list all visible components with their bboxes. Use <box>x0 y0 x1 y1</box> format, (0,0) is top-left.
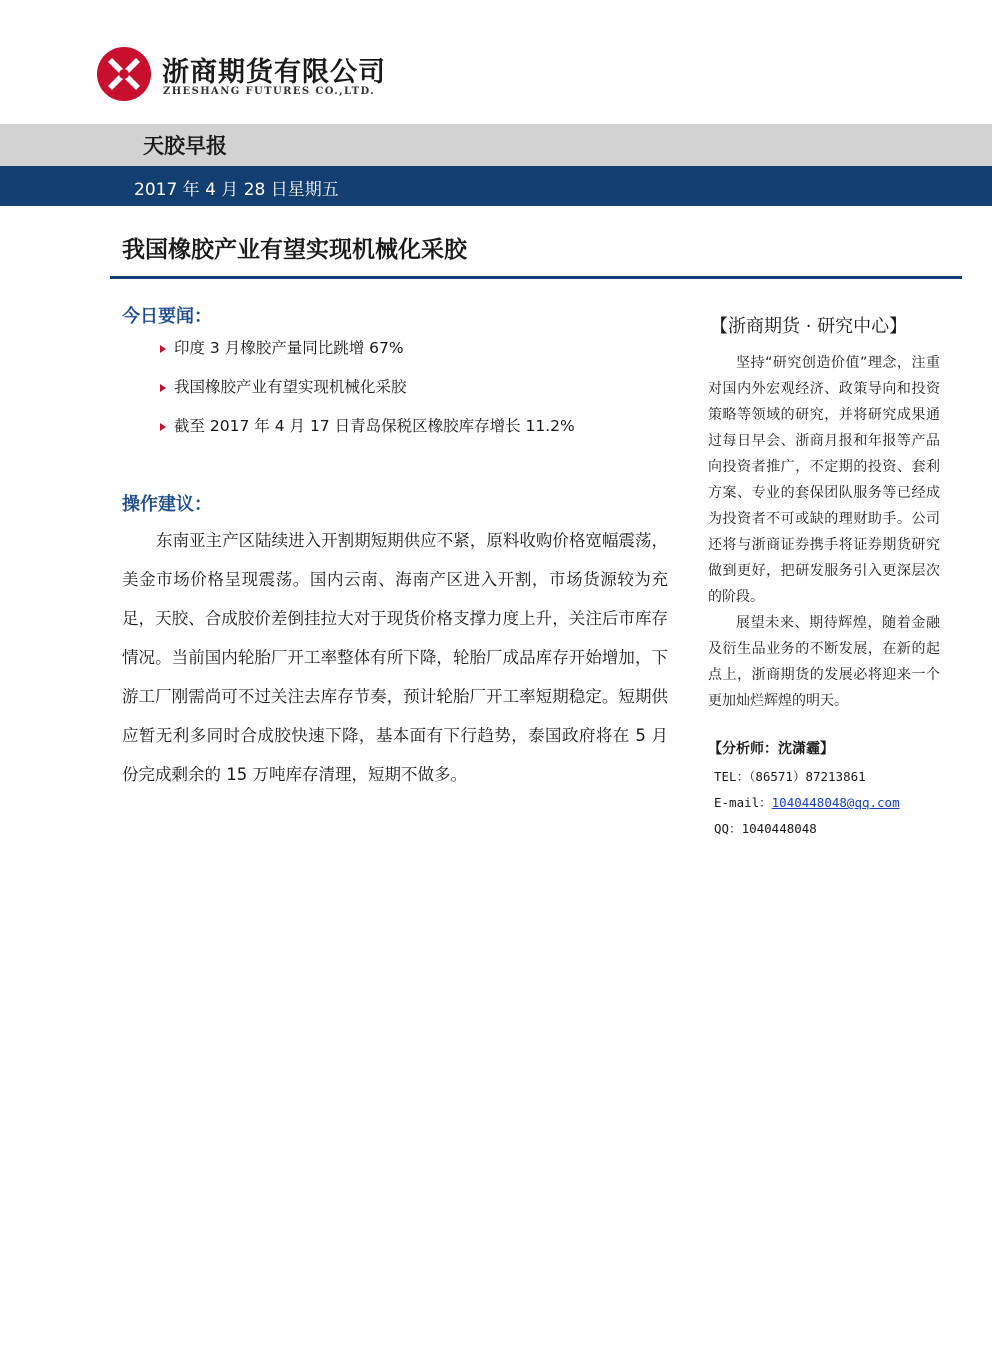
news-item: 截至 2017 年 4 月 17 日青岛保税区橡胶库存增长 11.2% <box>160 414 575 436</box>
bullet-arrow-icon <box>160 423 166 431</box>
sidebar-intro: 坚持“研究创造价值”理念，注重对国内外宏观经济、政策导向和投资策略等领域的研究，并将研究成果通过每日早会、浙商月报和年报等产品向投资者推广，不定期的投资、套利方案、专业的套保团队服务等已经成为投资者不可或缺的理财助手。公司还将与浙商证券携手将证券期货研究做到更好，把研发服务引入更深层次的阶段。 <box>708 355 940 605</box>
analyst-name: 【分析师：沈潇霾】 <box>708 741 834 757</box>
advice-section-title: 操作建议： <box>122 494 212 515</box>
sidebar-title: 【浙商期货 · 研究中心】 <box>710 316 908 337</box>
headline-divider <box>110 276 962 279</box>
company-logo <box>96 46 386 106</box>
report-name-band <box>0 124 992 166</box>
contact-qq: QQ：1040448048 <box>714 821 817 836</box>
bullet-arrow-icon <box>160 345 166 353</box>
advice-body: 东南亚主产区陆续进入开割期短期供应不紧，原料收购价格宽幅震荡，美金市场价格呈现震荡。国内云南、海南产区进入开割，市场货源较为充足，天胶、合成胶价差倒挂拉大对于现货价格支撑力度上升，关注后市库存情况。当前国内轮胎厂开工率整体有所下降，轮胎厂成品库存开始增加，下游工厂刚需尚可不过关注去库存节奏，预计轮胎厂开工率短期稳定。短期供应暂无利多同时合成胶快速下降，基本面有下行趋势，泰国政府将在 5 月份完成剩余的 15 万吨库存清理，短期不做多。 <box>122 531 668 784</box>
news-item: 我国橡胶产业有望实现机械化采胶 <box>160 375 407 397</box>
report-name: 天胶早报 <box>143 134 227 158</box>
company-name-cn: 浙商期货有限公司 <box>162 57 386 88</box>
contact-email: E-mail：1040448048@qq.com <box>714 795 900 810</box>
email-link[interactable]: 1040448048@qq.com <box>771 795 900 810</box>
date-band <box>0 166 992 206</box>
headline: 我国橡胶产业有望实现机械化采胶 <box>122 237 467 263</box>
news-item: 印度 3 月橡胶产量同比跳增 67% <box>160 336 404 358</box>
news-section-title: 今日要闻： <box>122 306 212 327</box>
contact-tel: TEL：（86571）87213861 <box>714 769 866 784</box>
sidebar-outlook: 展望未来、期待辉煌，随着金融及衍生品业务的不断发展，在新的起点上，浙商期货的发展必将迎来一个更加灿烂辉煌的明天。 <box>708 615 940 709</box>
bullet-arrow-icon <box>160 384 166 392</box>
research-center-sidebar <box>708 312 940 842</box>
company-logo-icon <box>96 46 152 102</box>
company-name-en: ZHESHANG FUTURES CO.,LTD. <box>163 86 376 97</box>
report-date: 2017 年 4 月 28 日星期五 <box>134 180 339 200</box>
